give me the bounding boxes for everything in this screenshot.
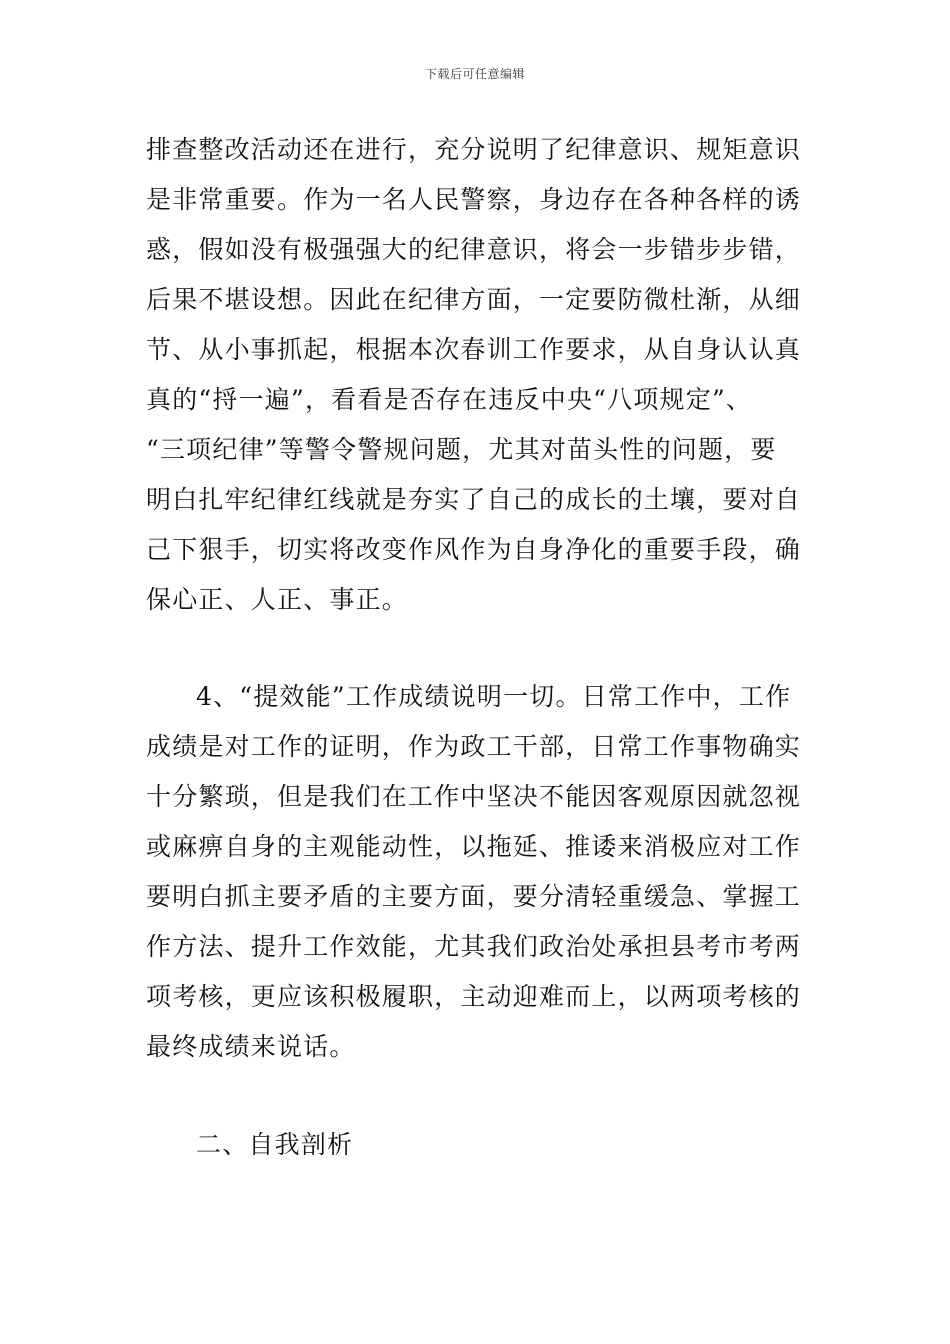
- paragraph-line: 明白扎牢纪律红线就是夯实了自己的成长的土壤，要对自: [146, 485, 802, 514]
- paragraph-line: 4、“提效能”工作成绩说明一切。日常工作中，工作: [196, 682, 792, 711]
- paragraph-line: 项考核，更应该积极履职，主动迎难而上，以两项考核的: [146, 982, 802, 1011]
- paragraph-line: 真的“捋一遍”，看看是否存在违反中央“八项规定”、: [146, 385, 753, 414]
- paragraph-line: 后果不堪设想。因此在纪律方面，一定要防微杜渐，从细: [146, 285, 802, 314]
- paragraph-line: “三项纪律”等警令警规问题，尤其对苗头性的问题，要: [146, 435, 777, 464]
- paragraph-line: 惑，假如没有极强强大的纪律意识，将会一步错步步错，: [146, 235, 802, 264]
- paragraph-efficiency: [146, 672, 806, 1072]
- paragraph-line: 节、从小事抓起，根据本次春训工作要求，从自身认认真: [146, 335, 802, 364]
- page-header-note: 下载后可任意编辑: [424, 67, 525, 81]
- paragraph-line: 是非常重要。作为一名人民警察，身边存在各种各样的诱: [146, 185, 802, 214]
- paragraph-line: 十分繁琐，但是我们在工作中坚决不能因客观原因就忽视: [146, 782, 802, 811]
- paragraph-line: 作方法、提升工作效能，尤其我们政治处承担县考市考两: [146, 932, 802, 961]
- section-heading: 二、自我剖析: [196, 1130, 354, 1159]
- paragraph-line: 己下狠手，切实将改变作风作为自身净化的重要手段，确: [146, 535, 802, 564]
- paragraph-line: 保心正、人正、事正。: [146, 585, 409, 614]
- paragraph-discipline: [146, 125, 806, 625]
- paragraph-line: 或麻痹自身的主观能动性，以拖延、推诿来消极应对工作: [146, 832, 802, 861]
- paragraph-line: 成绩是对工作的证明，作为政工干部，日常工作事物确实: [146, 732, 802, 761]
- paragraph-line: 最终成绩来说话。: [146, 1032, 356, 1061]
- paragraph-line: 要明白抓主要矛盾的主要方面，要分清轻重缓急、掌握工: [146, 882, 802, 911]
- paragraph-line: 排查整改活动还在进行，充分说明了纪律意识、规矩意识: [146, 135, 802, 164]
